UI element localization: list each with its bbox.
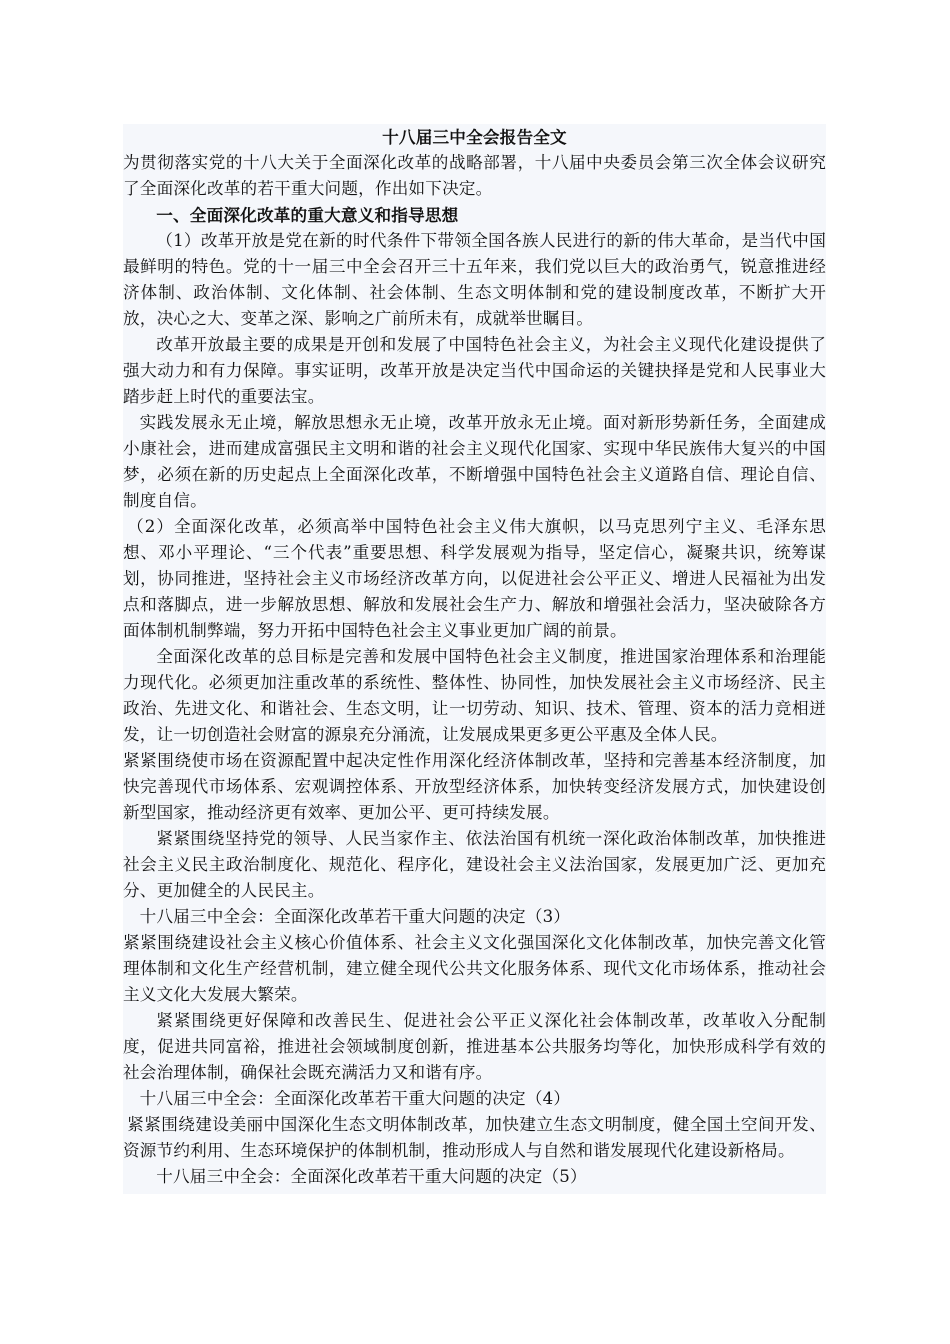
paragraph: 改革开放最主要的成果是开创和发展了中国特色社会主义，为社会主义现代化建设提供了强大动力和有力保障。事实证明，改革开放是决定当代中国命运的关键抉择是党和人民事业大踏步赶上时代的重要法宝。 [123,335,826,406]
paragraph: （2）全面深化改革，必须高举中国特色社会主义伟大旗帜，以马克思列宁主义、毛泽东思想、邓小平理论、“三个代表”重要思想、科学发展观为指导，坚定信心，凝聚共识，统筹谋划，协同推进，坚持社会主义市场经济改革方向，以促进社会公平正义、增进人民福祉为出发点和落脚点，进一步解放思想、解放和发展社会生产力、解放和增强社会活力，坚决破除各方面体制机制弊端，努力开拓中国特色社会主义事业更加广阔的前景。 [123,517,826,640]
subsection-heading: 十八届三中全会：全面深化改革若干重大问题的决定（5） [156,1167,587,1186]
paragraph: 实践发展永无止境，解放思想永无止境，改革开放永无止境。面对新形势新任务，全面建成小康社会，进而建成富强民主文明和谐的社会主义现代化国家、实现中华民族伟大复兴的中国梦，必须在新的历史起点上全面深化改革，不断增强中国特色社会主义道路自信、理论自信、制度自信。 [123,413,826,510]
document-body [123,124,826,1194]
paragraph: 紧紧围绕建设社会主义核心价值体系、社会主义文化强国深化文化体制改革，加快完善文化管理体制和文化生产经营机制，建立健全现代公共文化服务体系、现代文化市场体系，推动社会主义文化大发展大繁荣。 [123,933,826,1004]
paragraph: （1）改革开放是党在新的时代条件下带领全国各族人民进行的新的伟大革命，是当代中国最鲜明的特色。党的十一届三中全会召开三十五年来，我们党以巨大的政治勇气，锐意推进经济体制、政治体制、文化体制、社会体制、生态文明体制和党的建设制度改革，不断扩大开放，决心之大、变革之深、影响之广前所未有，成就举世瞩目。 [123,231,826,328]
subsection-heading: 十八届三中全会：全面深化改革若干重大问题的决定（4） [139,1089,571,1108]
paragraph: 全面深化改革的总目标是完善和发展中国特色社会主义制度，推进国家治理体系和治理能力现代化。必须更加注重改革的系统性、整体性、协同性，加快发展社会主义市场经济、民主政治、先进文化、和谐社会、生态文明，让一切劳动、知识、技术、管理、资本的活力竞相迸发，让一切创造社会财富的源泉充分涌流，让发展成果更多更公平惠及全体人民。 [123,647,826,744]
document-title: 十八届三中全会报告全文 [382,127,567,147]
subsection-heading: 十八届三中全会：全面深化改革若干重大问题的决定（3） [139,907,571,926]
paragraph: 紧紧围绕建设美丽中国深化生态文明体制改革，加快建立生态文明制度，健全国土空间开发、资源节约利用、生态环境保护的体制机制，推动形成人与自然和谐发展现代化建设新格局。 [123,1115,826,1160]
paragraph: 紧紧围绕使市场在资源配置中起决定性作用深化经济体制改革，坚持和完善基本经济制度，加快完善现代市场体系、宏观调控体系、开放型经济体系，加快转变经济发展方式，加快建设创新型国家，推动经济更有效率、更加公平、更可持续发展。 [123,751,826,822]
section-heading: 一、全面深化改革的重大意义和指导思想 [156,205,459,225]
intro-paragraph: 为贯彻落实党的十八大关于全面深化改革的战略部署，十八届中央委员会第三次全体会议研究了全面深化改革的若干重大问题，作出如下决定。 [123,153,826,198]
paragraph: 紧紧围绕更好保障和改善民生、促进社会公平正义深化社会体制改革，改革收入分配制度，促进共同富裕，推进社会领域制度创新，推进基本公共服务均等化，加快形成科学有效的社会治理体制，确保社会既充满活力又和谐有序。 [123,1011,826,1082]
paragraph: 紧紧围绕坚持党的领导、人民当家作主、依法治国有机统一深化政治体制改革，加快推进社会主义民主政治制度化、规范化、程序化，建设社会主义法治国家，发展更加广泛、更加充分、更加健全的人民民主。 [123,829,826,900]
